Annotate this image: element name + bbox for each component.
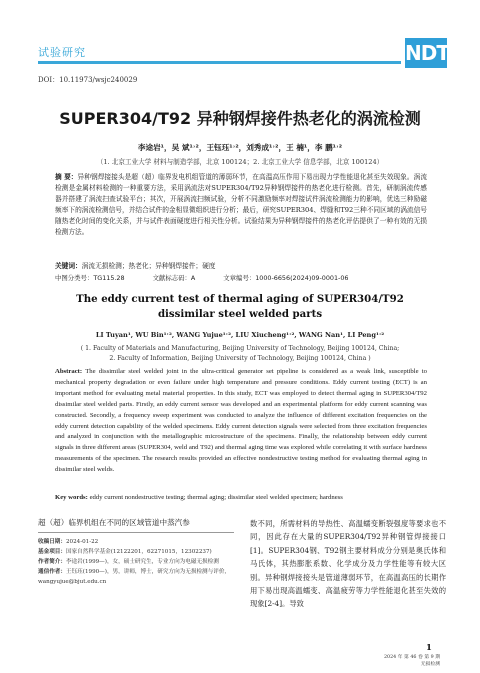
body-right-column: 数不同，所需材料的导热性、高温蠕变断裂强度等要求也不同，因此存在大量的SUPER304/T92异种钢管焊接接口[1]。SUPER304钢、T92钢主要材料成分分别是奥氏体和马氏体，其热膨胀系数、化学成分及力学性能等有较大区别。异种钢焊接接头是管道薄弱环节，在高温高压的长期作用下易出现高温蠕变、高温疲劳等力学性能退化甚至失效的现象[2-4]。导致	[250, 519, 446, 609]
footnote-received: 收稿日期：2024-01-22	[38, 539, 99, 545]
abstract-english	[55, 367, 427, 476]
header-rule	[38, 61, 401, 64]
authors-english: LI Tuyan¹, WU Bin¹˒², WANG Yujue¹˒², LIU Xiucheng¹˒², WANG Nan¹, LI Peng¹˒²	[95, 331, 385, 339]
keywords-chinese	[55, 260, 427, 270]
keywords-chinese-text: 涡流无损检测；热老化；异种钢焊接件；硬度	[81, 262, 216, 270]
affiliation-english	[38, 344, 442, 364]
keywords-english-label: Key words:	[55, 494, 88, 501]
journal-name: 无损检测	[420, 662, 440, 667]
footnote-fund: 基金项目：国家自然科学基金(12122201，62271015，12302237)	[38, 549, 212, 555]
document-code: 文献标志码：A	[152, 274, 196, 282]
affiliation-english-line: 2. Faculty of Information, Beijing University of Technology, Beijing 100124, China )	[109, 355, 371, 362]
article-number: 文章编号：1000-6656(2024)09-0001-06	[223, 274, 349, 282]
authors-chinese: 李途岩¹，吴 斌¹˒²，王钰珏¹˒²，刘秀成¹˒²，王 楠¹，李 鹏¹˒²	[137, 143, 343, 152]
journal-info	[370, 654, 440, 668]
keywords-chinese-label: 关键词：	[55, 262, 82, 270]
section-tag: 试验研究	[38, 46, 86, 59]
abstract-chinese-text: 异种钢焊接接头是超（超）临界发电机组管道的薄弱环节，在高温高压作用下易出现力学性能退化甚至失效现象。涡流检测是金属材料检测的一种重要方法，采用涡流法对SUPER304/T92异种钢焊接件的热老化进行检测。首先，研制涡流传感器并搭建了涡流扫查试验平台；其次，开展涡流扫频试验，分析不同激励频率对焊接试件涡流检测能力的影响，优选三种励磁频率下的涡流检测信号，并结合试件的金相显微组织进行分析；最后，研究SUPER304、焊缝和T92三种不同区域的涡流信号随热老化时间的变化关系，并与试件表面硬度进行相关性分析。试验结果为异种钢焊接件的热老化评估提供了一种有效的无损检测方法。	[55, 173, 428, 237]
abstract-chinese	[55, 172, 427, 239]
footnote-corresponding: 通信作者：王钰珏(1990—)，男，讲师，博士，研究方向为无损检测与评价，wangyujue@bjut.edu.cn	[38, 569, 231, 585]
keywords-english	[55, 494, 427, 501]
abstract-chinese-label: 摘 要：	[55, 173, 78, 181]
abstract-english-text: The dissimilar steel welded joint in the ultra-critical generator set pipeline is considered as a weak link, susceptible to mechanical property degradation or even failure under high temperature and pressure conditions. Eddy current testing (ECT) is an important method for evaluating metal material properties. In this study, ECT was employed to detect thermal aging in SUPER304/T92 dissimilar steel welded parts. Firstly, an eddy current sensor was developed and an experimental platform for eddy current scanning was constructed. Secondly, a frequency sweep experiment was conducted to analyze the influence of different excitation frequencies on the eddy current detection capability of the welded specimens. Eddy current detection signals were selected from three excitation frequencies and analyzed in conjunction with the metallographic microstructure of the specimens. Finally, the relationship between eddy current signals in three different areas (SUPER304, weld and T92) and thermal aging time was explored while correlating it with surface hardness measurements of the specimen. The research results provided an effective nondestructive testing method for evaluating thermal aging in dissimilar steel welds.	[55, 368, 427, 474]
affiliation-chinese: （1. 北京工业大学 材料与制造学部，北京 100124；2. 北京工业大学 信息学部，北京 100124）	[96, 158, 384, 166]
doi[interactable]: DOI：10.11973/wsjc240029	[38, 76, 138, 84]
body-left-intro: 超（超）临界机组在不同的区域管道中蒸汽参	[38, 518, 190, 527]
footnotes	[38, 532, 234, 587]
footnote-author: 作者简介：李途岩(1999—)，女，硕士研究生，专业方向为电磁无损检测	[38, 559, 219, 565]
journal-issue: 2024 年 第 46 卷 第 9 期	[383, 655, 440, 660]
title-english: The eddy current test of thermal aging of SUPER304/T92 dissimilar steel welded parts	[76, 293, 404, 320]
affiliation-english-line: ( 1. Faculty of Materials and Manufacturing, Beijing University of Technology, Beijing 100124, China;	[80, 345, 400, 352]
title-chinese: SUPER304/T92 异种钢焊接件热老化的涡流检测	[59, 109, 421, 128]
clc-number: 中图分类号：TG115.28	[55, 274, 125, 282]
abstract-english-label: Abstract:	[55, 368, 83, 375]
page-number: 1	[426, 643, 432, 653]
keywords-english-text: eddy current nondestructive testing; thermal aging; dissimilar steel welded specimen; hardness	[89, 494, 343, 501]
classification-line	[55, 273, 427, 282]
journal-logo: NDT	[405, 38, 447, 68]
